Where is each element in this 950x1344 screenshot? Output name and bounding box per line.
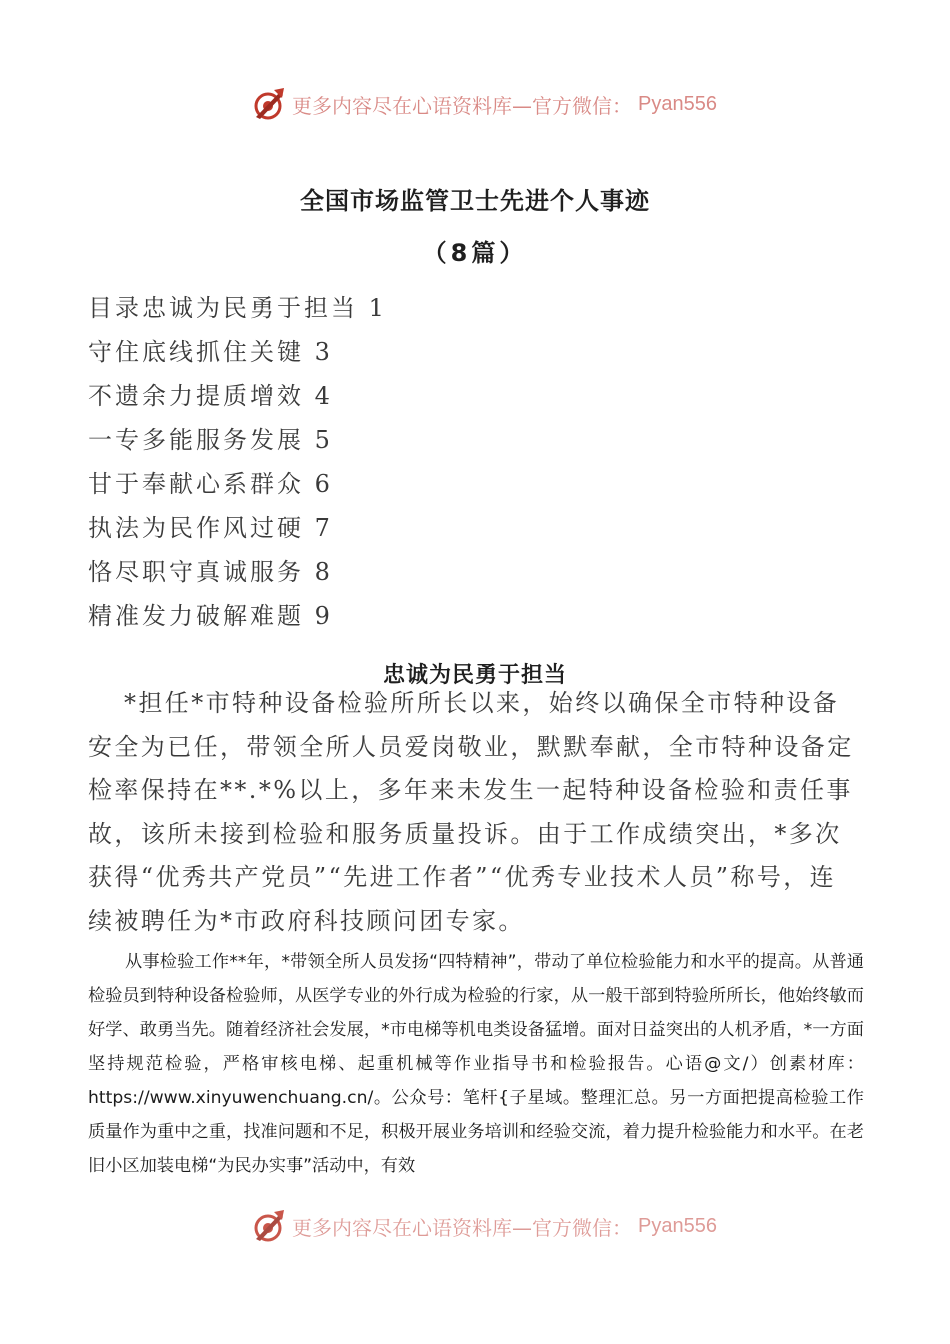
watermark-footer <box>250 1206 770 1246</box>
watermark-text: 更多内容尽在心语资料库—官方微信： <box>292 1215 632 1240</box>
watermark-id: Pyan556 <box>638 92 717 115</box>
watermark-text: 更多内容尽在心语资料库—官方微信： <box>292 93 632 118</box>
watermark-header <box>250 84 770 124</box>
toc-item: 守住底线抓住关键 3 <box>88 338 333 366</box>
quill-logo-icon <box>250 1208 286 1244</box>
watermark-id: Pyan556 <box>638 1214 717 1237</box>
toc-item: 执法为民作风过硬 7 <box>88 514 333 542</box>
toc-item: 精准发力破解难题 9 <box>88 602 333 630</box>
body-paragraph-2: 从事检验工作**年，*带领全所人员发扬“四特精神”，带动了单位检验能力和水平的提高。从普通检验员到特种设备检验师，从医学专业的外行成为检验的行家，从一般干部到特验所所长，他始终敏而好学、敢勇当先。随着经济社会发展，*市电梯等机电类设备猛增。面对日益突出的人机矛盾，*一方面坚持规范检验，严格审核电梯、起重机械等作业指导书和检验报告。心语@文/）创素材库：https://www.xinyuwenchuang.cn/。公众号：笔杆{子星域。整理汇总。另一方面把提高检验工作质量作为重中之重，找准问题和不足，积极开展业务培训和经验交流，着力提升检验能力和水平。在老旧小区加装电梯“为民办实事”活动中，有效 <box>88 952 864 1176</box>
toc-item: 恪尽职守真诚服务 8 <box>88 558 333 586</box>
section-heading: 忠诚为民勇于担当 <box>382 663 567 689</box>
document-subtitle: （8篇） <box>422 239 528 267</box>
toc-item: 不遗余力提质增效 4 <box>88 382 333 410</box>
document-title: 全国市场监管卫士先进个人事迹 <box>300 187 650 216</box>
toc-item: 一专多能服务发展 5 <box>88 426 333 454</box>
quill-logo-icon <box>250 86 286 122</box>
body-paragraph-1: *担任*市特种设备检验所所长以来，始终以确保全市特种设备安全为已任，带领全所人员爱岗敬业，默默奉献，全市特种设备定检率保持在**.*%以上，多年来未发生一起特种设备检验和责任事故，该所未接到检验和服务质量投诉。由于工作成绩突出，*多次获得“优秀共产党员”“先进工作者”“优秀专业技术人员”称号，连续被聘任为*市政府科技顾问团专家。 <box>88 689 854 935</box>
toc-item: 目录忠诚为民勇于担当 1 <box>88 294 387 322</box>
table-of-contents <box>88 286 868 638</box>
toc-item: 甘于奉献心系群众 6 <box>88 470 333 498</box>
